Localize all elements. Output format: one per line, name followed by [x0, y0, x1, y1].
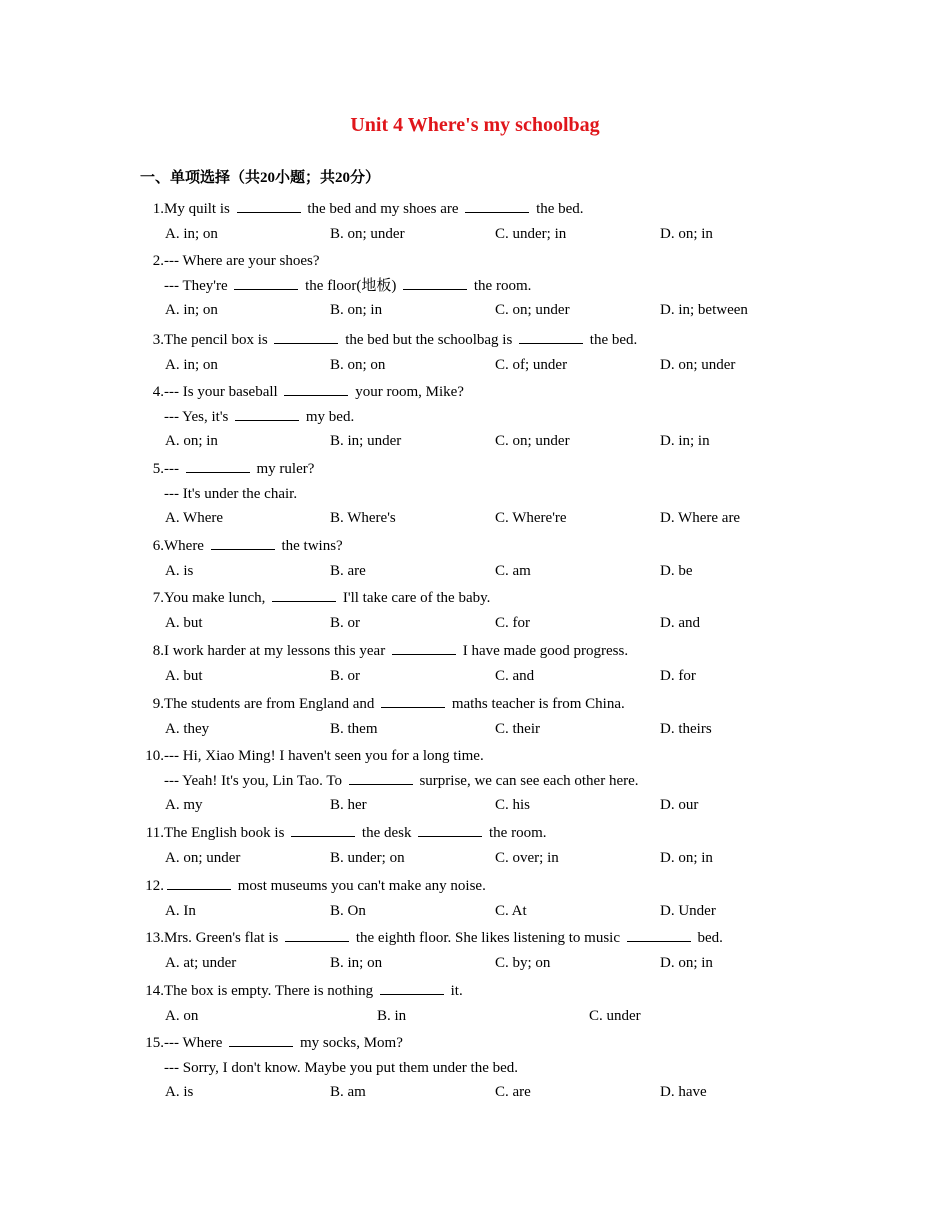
question-line	[140, 979, 820, 1004]
question-line	[140, 328, 820, 353]
stem-text: the bed.	[586, 332, 638, 348]
question-line	[140, 249, 820, 274]
answer-blank	[380, 980, 444, 995]
stem-text: --- Yes, it's	[164, 408, 233, 425]
options-row	[140, 429, 820, 454]
question-number: 15.	[145, 1035, 164, 1051]
stem-text: the eighth floor. She likes listening to music	[352, 930, 624, 946]
stem-text: the floor(地板)	[301, 277, 401, 294]
option-c: C. are	[495, 1084, 531, 1100]
answer-blank	[627, 927, 691, 942]
question-number: 10.	[145, 748, 164, 764]
question-number: 7.	[152, 590, 164, 606]
answer-blank	[519, 329, 583, 344]
option-c: C. on; under	[495, 302, 570, 318]
options-row	[140, 506, 820, 531]
answer-blank	[237, 198, 301, 213]
options-row	[140, 793, 820, 818]
answer-blank	[186, 458, 250, 473]
stem-text: --- They're	[164, 277, 232, 294]
answer-blank	[167, 875, 231, 890]
stem-text: maths teacher is from China.	[448, 696, 625, 712]
question-line	[140, 586, 820, 611]
option-c: C. At	[495, 902, 527, 919]
stem-text: --- Hi, Xiao Ming! I haven't seen you for a long time.	[164, 748, 484, 764]
option-b: B. on; under	[330, 225, 405, 242]
option-d: D. be	[660, 562, 693, 579]
question-stem	[164, 586, 490, 611]
question-stem	[164, 482, 297, 507]
option-a: A. is	[165, 1084, 194, 1100]
answer-blank	[211, 535, 275, 550]
option-a: A. but	[165, 614, 203, 631]
option-c: C. under; in	[495, 225, 567, 242]
question-stem	[164, 769, 639, 794]
option-b: B. Where's	[330, 510, 396, 526]
question-line	[140, 534, 820, 559]
question-number: 3.	[152, 332, 164, 348]
option-c: C. by; on	[495, 954, 551, 971]
option-a: A. my	[165, 797, 203, 813]
option-c: C. of; under	[495, 356, 568, 373]
answer-blank	[285, 927, 349, 942]
options-row	[140, 951, 820, 976]
option-a: A. in; on	[165, 225, 218, 242]
option-d: D. theirs	[660, 720, 712, 737]
stem-text: --- It's under the chair.	[164, 485, 298, 502]
stem-text: --- Where are your shoes?	[164, 253, 320, 269]
stem-text: I have made good progress.	[458, 643, 629, 659]
stem-text: the bed but the schoolbag is	[341, 332, 517, 348]
option-b: B. are	[330, 562, 366, 579]
options-row	[140, 1080, 820, 1105]
option-d: D. our	[660, 797, 699, 813]
option-b: B. or	[330, 614, 360, 631]
option-b: B. them	[330, 720, 378, 737]
stem-text: --- Is your baseball	[164, 384, 282, 400]
question-stem	[164, 274, 531, 299]
question-stem	[164, 249, 319, 274]
option-b: B. under; on	[330, 849, 405, 866]
options-row	[140, 664, 820, 689]
stem-text: I'll take care of the baby.	[339, 590, 491, 606]
options-row	[140, 559, 820, 584]
stem-text: the room.	[485, 825, 547, 841]
option-a: A. on; in	[165, 433, 218, 449]
answer-blank	[235, 406, 299, 421]
option-b: B. in; under	[330, 433, 402, 449]
stem-text: the bed.	[532, 201, 584, 217]
question-number: 12.	[145, 878, 164, 894]
option-b: B. on; in	[330, 302, 383, 318]
option-b: B. or	[330, 667, 360, 684]
option-d: D. on; in	[660, 225, 713, 242]
question-stem	[164, 328, 637, 353]
option-a: A. in; on	[165, 302, 218, 318]
question-11	[140, 821, 820, 870]
question-line	[140, 482, 820, 507]
question-stem	[164, 821, 547, 846]
question-line	[140, 821, 820, 846]
question-stem	[164, 1056, 518, 1081]
stem-text: surprise, we can see each other here.	[415, 772, 639, 789]
option-c: C. over; in	[495, 849, 559, 866]
option-b: B. her	[330, 797, 367, 813]
question-stem	[164, 874, 486, 899]
options-row	[140, 298, 820, 323]
option-c: C. and	[495, 667, 535, 684]
stem-text: --- Yeah! It's you, Lin Tao. To	[164, 772, 346, 789]
question-stem	[164, 692, 625, 717]
question-number: 4.	[152, 384, 164, 400]
question-13	[140, 926, 820, 975]
question-number: 13.	[145, 930, 164, 946]
stem-text: bed.	[693, 930, 723, 946]
stem-text: the room.	[470, 277, 532, 294]
question-stem	[164, 405, 354, 430]
stem-text: --- Sorry, I don't know. Maybe you put them under the bed.	[164, 1059, 519, 1076]
stem-text: it.	[446, 983, 463, 999]
option-d: D. have	[660, 1084, 707, 1100]
question-number: 5.	[152, 461, 164, 477]
question-number: 9.	[152, 696, 164, 712]
question-stem	[164, 926, 723, 951]
question-line	[140, 197, 820, 222]
question-12	[140, 874, 820, 923]
question-line	[140, 769, 820, 794]
option-c: C. Where're	[495, 510, 567, 526]
option-c: C. on; under	[495, 433, 570, 449]
question-line	[140, 1031, 820, 1056]
question-4	[140, 380, 820, 454]
stem-text: --- Where	[164, 1035, 227, 1051]
question-stem	[164, 1031, 403, 1056]
option-d: D. on; in	[660, 954, 713, 971]
stem-text: The pencil box is	[164, 332, 272, 348]
option-b: B. on; on	[330, 356, 386, 373]
stem-text: Where	[164, 538, 208, 554]
question-number: 1.	[152, 201, 164, 217]
option-b: B. in; on	[330, 954, 383, 971]
options-row	[140, 899, 820, 924]
answer-blank	[349, 770, 413, 785]
options-row	[140, 353, 820, 378]
question-number: 14.	[145, 983, 164, 999]
option-a: A. in; on	[165, 356, 218, 373]
question-line	[140, 692, 820, 717]
answer-blank	[465, 198, 529, 213]
question-line	[140, 744, 820, 769]
question-number: 6.	[152, 538, 164, 554]
option-d: D. on; in	[660, 849, 713, 866]
question-stem	[164, 534, 343, 559]
question-6	[140, 534, 820, 583]
option-b: B. On	[330, 902, 366, 919]
option-c: C. their	[495, 720, 540, 737]
option-a: A. on	[165, 1007, 199, 1024]
stem-text: most museums you can't make any noise.	[234, 878, 486, 894]
stem-text: the desk	[358, 825, 416, 841]
question-stem	[164, 639, 628, 664]
question-5	[140, 457, 820, 531]
answer-blank	[274, 329, 338, 344]
stem-text: my socks, Mom?	[296, 1035, 403, 1051]
option-a: A. but	[165, 667, 203, 684]
options-row	[140, 717, 820, 742]
stem-text: ---	[164, 461, 183, 477]
stem-text: your room, Mike?	[351, 384, 464, 400]
question-8	[140, 639, 820, 688]
stem-text: The box is empty. There is nothing	[164, 983, 377, 999]
section-heading: 一、单项选择（共20小题；共20分）	[140, 170, 381, 186]
option-a: A. In	[165, 902, 196, 919]
answer-blank	[392, 640, 456, 655]
stem-text: My quilt is	[164, 201, 234, 217]
option-c: C. his	[495, 797, 531, 813]
answer-blank	[418, 822, 482, 837]
option-b: B. am	[330, 1084, 366, 1100]
answer-blank	[284, 381, 348, 396]
option-d: D. on; under	[660, 356, 736, 373]
question-line	[140, 457, 820, 482]
option-d: D. Where are	[660, 510, 741, 526]
answer-blank	[381, 693, 445, 708]
options-row	[140, 1004, 820, 1029]
question-stem	[164, 380, 464, 405]
stem-text: the twins?	[277, 538, 343, 554]
question-line	[140, 380, 820, 405]
question-number: 2.	[152, 253, 164, 269]
question-1	[140, 197, 820, 246]
option-c: C. for	[495, 614, 530, 631]
option-c: C. under	[589, 1007, 641, 1024]
stem-text: my ruler?	[252, 461, 315, 477]
option-d: D. and	[660, 614, 700, 631]
option-a: A. at; under	[165, 954, 237, 971]
answer-blank	[291, 822, 355, 837]
stem-text: The students are from England and	[164, 696, 379, 712]
question-3	[140, 328, 820, 377]
option-a: A. on; under	[165, 849, 241, 866]
question-number: 8.	[152, 643, 164, 659]
options-row	[140, 846, 820, 871]
option-a: A. Where	[165, 510, 224, 526]
question-stem	[164, 979, 463, 1004]
question-line	[140, 874, 820, 899]
option-a: A. they	[165, 720, 210, 737]
page-title: Unit 4 Where's my schoolbag	[350, 114, 600, 136]
question-2	[140, 249, 820, 323]
options-row	[140, 611, 820, 636]
question-14	[140, 979, 820, 1028]
option-d: D. Under	[660, 902, 716, 919]
option-c: C. am	[495, 562, 531, 579]
option-b: B. in	[377, 1007, 407, 1024]
question-line	[140, 274, 820, 299]
option-d: D. in; in	[660, 433, 710, 449]
question-line	[140, 926, 820, 951]
question-stem	[164, 457, 314, 482]
question-9	[140, 692, 820, 741]
question-line	[140, 405, 820, 430]
question-number: 11.	[145, 825, 164, 841]
answer-blank	[229, 1032, 293, 1047]
question-line	[140, 639, 820, 664]
question-line	[140, 1056, 820, 1081]
answer-blank	[272, 587, 336, 602]
question-stem	[164, 197, 584, 222]
question-7	[140, 586, 820, 635]
stem-text: the bed and my shoes are	[303, 201, 463, 217]
question-stem	[164, 744, 484, 769]
question-15	[140, 1031, 820, 1105]
stem-text: The English book is	[164, 825, 289, 841]
option-d: D. for	[660, 667, 696, 684]
stem-text: my bed.	[302, 408, 355, 425]
answer-blank	[234, 275, 298, 290]
stem-text: You make lunch,	[164, 590, 270, 606]
option-a: A. is	[165, 562, 194, 579]
options-row	[140, 222, 820, 247]
stem-text: I work harder at my lessons this year	[164, 643, 389, 659]
answer-blank	[403, 275, 467, 290]
option-d: D. in; between	[660, 302, 748, 318]
stem-text: Mrs. Green's flat is	[164, 930, 283, 946]
question-10	[140, 744, 820, 818]
